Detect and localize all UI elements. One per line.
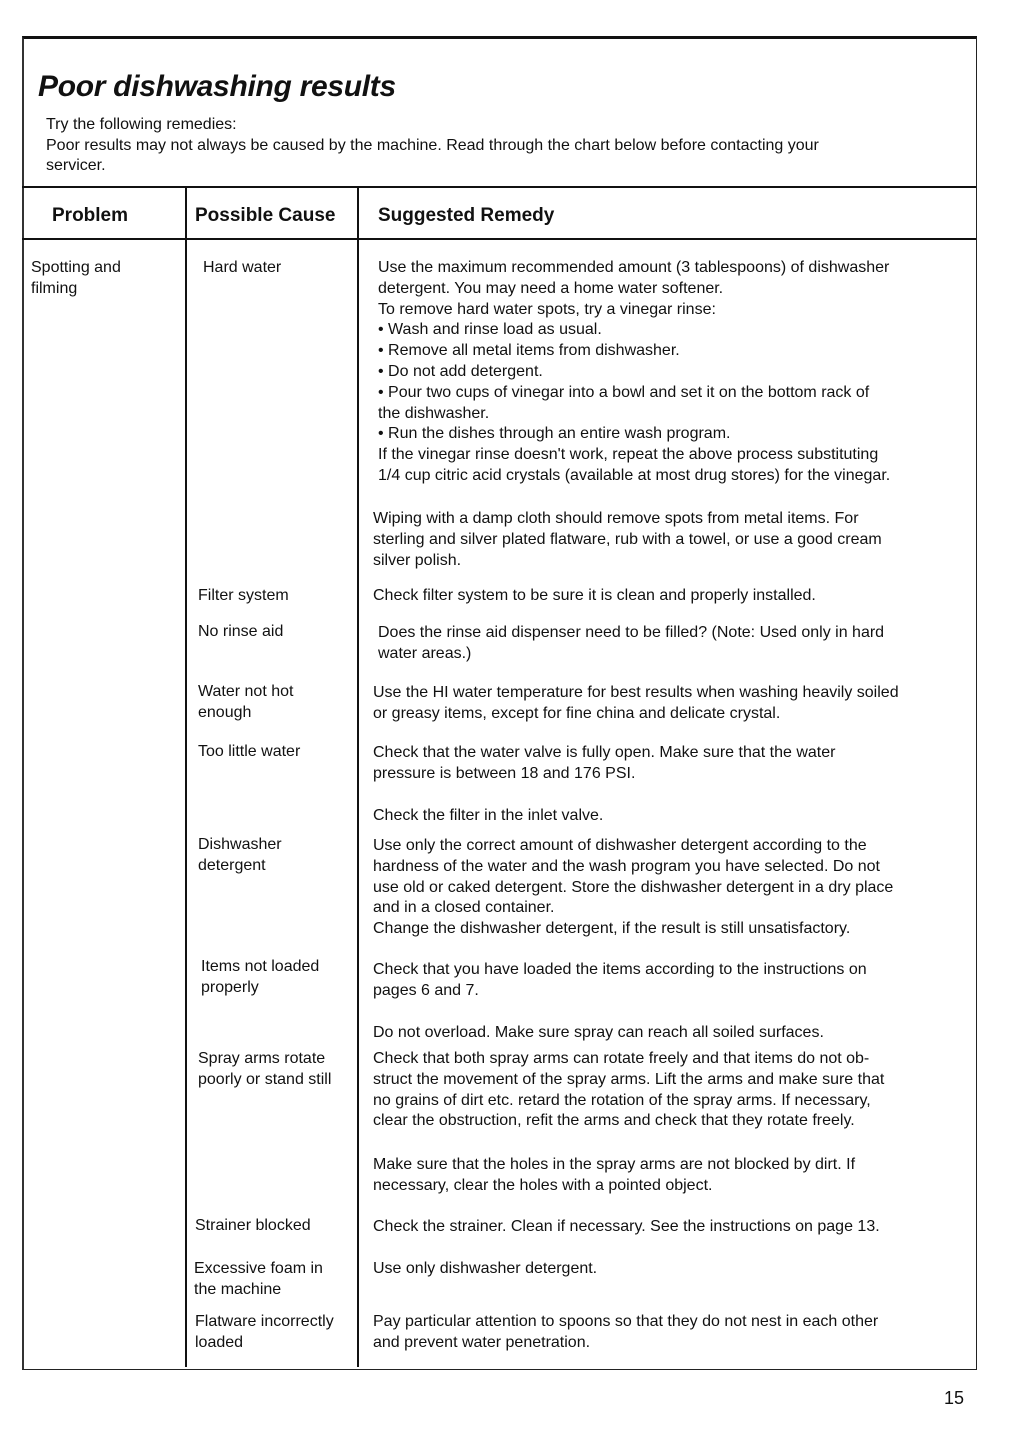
remedy-cell: Pay particular attention to spoons so that they do not nest in each other and prevent water penetration. xyxy=(373,1313,879,1351)
cause-cell: Hard water xyxy=(203,259,282,276)
header-bottom-rule xyxy=(22,238,976,240)
header-remedy: Suggested Remedy xyxy=(378,205,555,226)
intro-text: Try the following remedies: Poor results may not always be caused by the machine. Read through the chart below before contacting your servicer. xyxy=(46,116,819,174)
cause-cell: Flatware incorrectly loaded xyxy=(195,1313,334,1351)
remedy-cell: Check that both spray arms can rotate freely and that items do not ob- struct the movement of the spray arms. Lift the arms and make sure that no grains of dirt etc. retard the rotation of the spray arms. If necessary, clear the obstruction, refit the arms and check that they rotate freely. xyxy=(373,1050,885,1130)
remedy-cell: Use the maximum recommended amount (3 tablespoons) of dishwasher detergent. You may need a home water softener. To remove hard water spots, try a vinegar rinse: • Wash and rinse load as usual. • Remove all metal items from dishwasher. • Do not add detergent. • Pour two cups of vinegar into a bowl and set it on the bottom rack of the dishwasher. • Run the dishes through an entire wash program. If the vinegar rinse doesn't work, repeat the above process substituting 1/4 cup citric acid crystals (available at most drug stores) for the vinegar. xyxy=(378,259,891,484)
remedy-cell: Use only dishwasher detergent. xyxy=(373,1260,598,1277)
remedy-cell: Check filter system to be sure it is clean and properly installed. xyxy=(373,587,816,604)
remedy-cell: Check that you have loaded the items according to the instructions on pages 6 and 7. xyxy=(373,961,867,999)
header-cause: Possible Cause xyxy=(195,205,336,226)
remedy-cell: Check the strainer. Clean if necessary. See the instructions on page 13. xyxy=(373,1218,880,1235)
column-divider xyxy=(357,186,359,1367)
header-problem: Problem xyxy=(52,205,129,226)
remedy-cell: Use only the correct amount of dishwasher detergent according to the hardness of the water and the wash program you have selected. Do not use old or caked detergent. Store the dishwasher detergent in a dry place and in a closed container. Change the dishwasher detergent, if the result is still unsatisfactory. xyxy=(373,837,894,938)
page-number: 15 xyxy=(944,1388,965,1408)
cause-cell: Too little water xyxy=(198,743,301,760)
problem-cell: Spotting and filming xyxy=(31,259,121,297)
column-divider xyxy=(185,186,187,1367)
cause-cell: Water not hot enough xyxy=(198,683,294,721)
table-top-rule xyxy=(22,186,976,188)
remedy-cell: Wiping with a damp cloth should remove spots from metal items. For sterling and silver plated flatware, rub with a towel, or use a good cream silver polish. xyxy=(373,510,882,569)
page-title: Poor dishwashing results xyxy=(38,70,396,103)
cause-cell: Spray arms rotate poorly or stand still xyxy=(198,1050,332,1088)
remedy-cell: Check that the water valve is fully open. Make sure that the water pressure is between 18 and 176 PSI. xyxy=(373,744,836,782)
cause-cell: Items not loaded properly xyxy=(201,958,320,996)
cause-cell: Dishwasher detergent xyxy=(198,836,282,874)
cause-cell: Strainer blocked xyxy=(195,1217,311,1234)
cause-cell: No rinse aid xyxy=(198,623,284,640)
remedy-cell: Do not overload. Make sure spray can reach all soiled surfaces. xyxy=(373,1024,824,1041)
remedy-cell: Does the rinse aid dispenser need to be filled? (Note: Used only in hard water areas.) xyxy=(378,624,885,662)
cause-cell: Excessive foam in the machine xyxy=(194,1260,323,1298)
cause-cell: Filter system xyxy=(198,587,289,604)
remedy-cell: Use the HI water temperature for best results when washing heavily soiled or greasy items, except for fine china and delicate crystal. xyxy=(373,684,899,722)
remedy-cell: Make sure that the holes in the spray arms are not blocked by dirt. If necessary, clear the holes with a pointed object. xyxy=(373,1156,856,1194)
remedy-cell: Check the filter in the inlet valve. xyxy=(373,807,604,824)
